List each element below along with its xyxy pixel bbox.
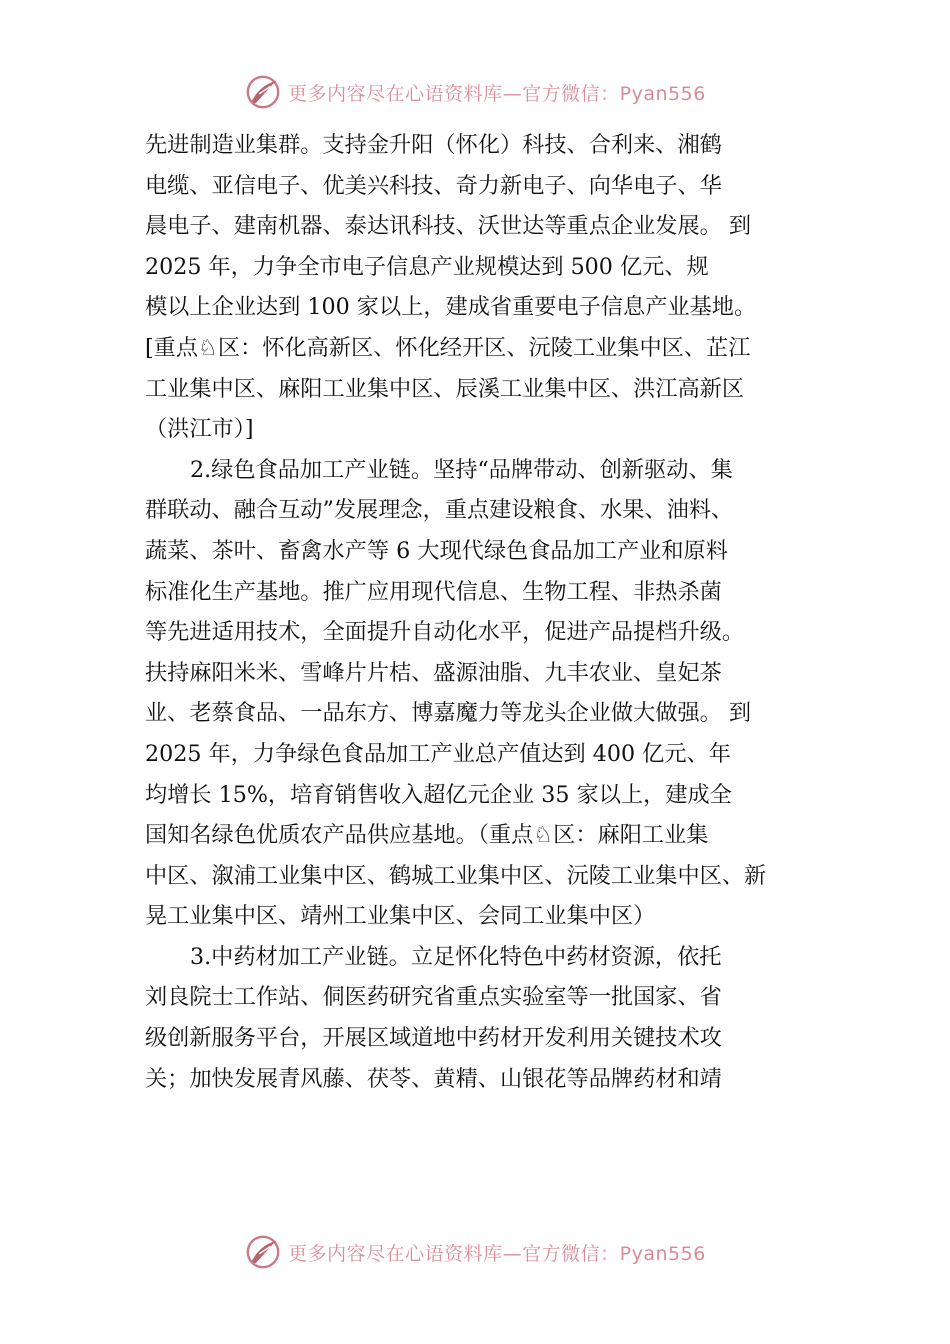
text-line: 刘良院士工作站、侗医药研究省重点实验室等一批国家、省 [145,984,722,1011]
header-watermark [0,72,950,112]
text-line: 标准化生产基地。推广应用现代信息、生物工程、非热杀菌 [145,578,722,605]
text-line: 工业集中区、麻阳工业集中区、辰溪工业集中区、洪江高新区 [145,375,745,402]
text-line: [重点♘区：怀化高新区、怀化经开区、沅陵工业集中区、芷江 [145,334,751,361]
text-line: 群联动、融合互动”发展理念，重点建设粮食、水果、油料、 [145,497,734,524]
text-line: 2025 年，力争绿色食品加工产业总产值达到 400 亿元、年 [145,740,731,767]
text-line: 中区、溆浦工业集中区、鹤城工业集中区、沅陵工业集中区、新 [145,862,767,889]
text-line: 电缆、亚信电子、优美兴科技、奇力新电子、向华电子、华 [145,172,722,199]
paragraph-start-line: 2.绿色食品加工产业链。坚持“品牌带动、创新驱动、集 [190,456,733,483]
text-line: 2025 年，力争全市电子信息产业规模达到 500 亿元、规 [145,253,709,280]
text-line: 国知名绿色优质农产品供应基地。（重点♘区：麻阳工业集 [145,822,709,849]
brush-logo-icon [244,73,282,111]
text-line: 模以上企业达到 100 家以上，建成省重要电子信息产业基地。 [145,294,757,321]
text-line: 均增长 15%，培育销售收入超亿元企业 35 家以上，建成全 [145,781,732,808]
text-line: 晃工业集中区、靖州工业集中区、会同工业集中区） [145,903,656,930]
text-line: 蔬菜、茶叶、畜禽水产等 6 大现代绿色食品加工产业和原料 [145,537,728,564]
text-line: 等先进适用技术，全面提升自动化水平，促进产品提档升级。 [145,619,745,646]
watermark-text: 更多内容尽在心语资料库—官方微信：Pyan556 [288,1242,706,1265]
text-line: 关；加快发展青风藤、茯苓、黄精、山银花等品牌药材和靖 [145,1065,722,1092]
text-line: 业、老蔡食品、一品东方、博嘉魔力等龙头企业做大做强。 到 [145,700,752,727]
document-body [145,125,825,1099]
text-line: 先进制造业集群。支持金升阳（怀化）科技、合利来、湘鹤 [145,132,722,158]
text-line: （洪江市）] [145,416,254,443]
paragraph-start-line: 3.中药材加工产业链。立足怀化特色中药材资源，依托 [190,943,722,970]
text-line: 级创新服务平台，开展区域道地中药材开发利用关键技术攻 [145,1025,722,1052]
text-line: 晨电子、建南机器、泰达讯科技、沃世达等重点企业发展。 到 [145,213,752,240]
text-line: 扶持麻阳米米、雪峰片片桔、盛源油脂、九丰农业、皇妃茶 [145,659,722,686]
brush-logo-icon [244,1233,282,1271]
watermark-text: 更多内容尽在心语资料库—官方微信：Pyan556 [288,82,706,105]
footer-watermark [0,1232,950,1272]
